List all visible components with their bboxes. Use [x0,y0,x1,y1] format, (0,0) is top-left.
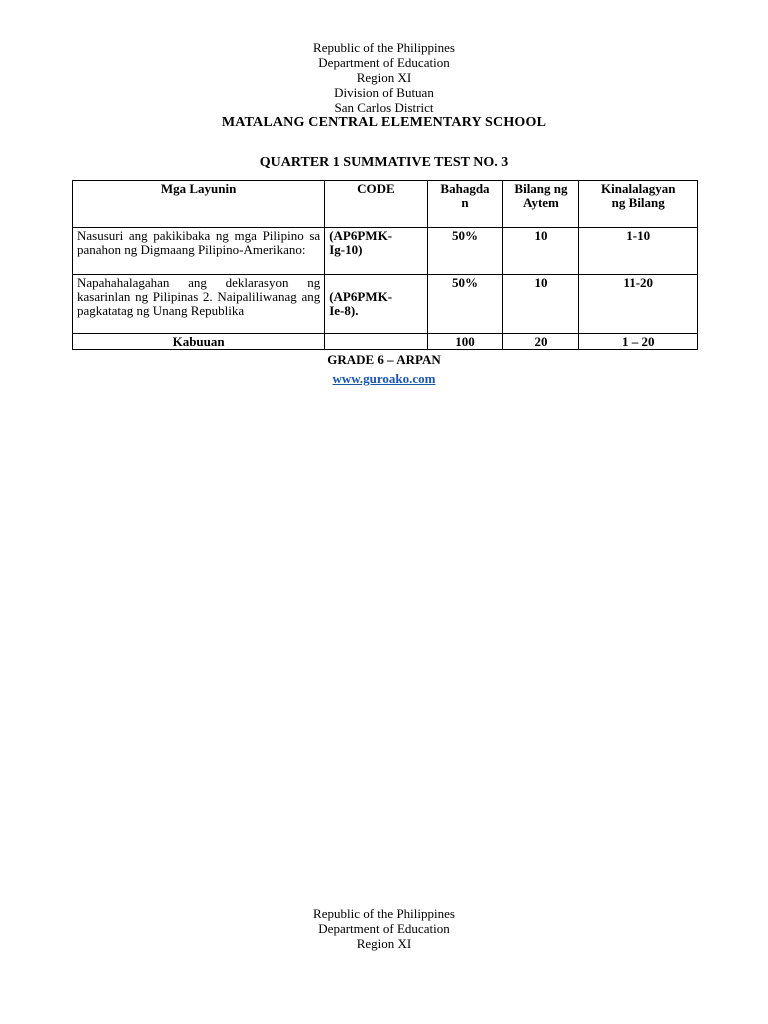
total-placement: 1 – 20 [579,334,698,350]
objective-cell: Napahahalagahan ang deklarasyon ng kasarinlan ng Pilipinas 2. Naipaliliwanag ang pagkatatag ng Unang Republika [73,275,325,334]
header-line-district: San Carlos District [334,100,434,115]
header-line-division: Division of Butuan [334,85,434,100]
header-objectives: Mga Layunin [73,181,325,228]
header-placement: Kinalalagyan ng Bilang [579,181,698,228]
document-header [0,40,768,115]
footer-line-region: Region XI [356,936,412,951]
percent-cell: 50% [427,228,503,275]
school-name: MATALANG CENTRAL ELEMENTARY SCHOOL [221,115,547,130]
percent-cell: 50% [427,275,503,334]
table-row [73,228,698,275]
test-title: QUARTER 1 SUMMATIVE TEST NO. 3 [259,155,509,170]
table-of-specifications [72,180,698,350]
link-wrapper [0,370,768,388]
footer-line-country: Republic of the Philippines [313,906,455,921]
header-line-department: Department of Education [318,55,450,70]
header-items: Bilang ng Aytem [503,181,579,228]
placement-cell: 11-20 [579,275,698,334]
page-2-header [0,906,768,951]
header-line-region: Region XI [356,70,412,85]
table-row [73,275,698,334]
header-code: CODE [325,181,427,228]
total-code [325,334,427,350]
placement-cell: 1-10 [579,228,698,275]
code-cell: (AP6PMK- Ig-10) [325,228,427,275]
total-items: 20 [503,334,579,350]
code-cell: (AP6PMK- Ie-8). [325,275,427,334]
header-line-country: Republic of the Philippines [313,40,455,55]
total-percent: 100 [427,334,503,350]
table-header-row [73,181,698,228]
items-cell: 10 [503,275,579,334]
footer-line-department: Department of Education [318,921,450,936]
grade-subject-line: GRADE 6 – ARPAN [327,352,441,367]
objective-cell: Nasusuri ang pakikibaka ng mga Pilipino sa panahon ng Digmaang Pilipino-Amerikano: [73,228,325,275]
total-row [73,334,698,350]
total-label: Kabuuan [73,334,325,350]
header-percent: Bahagda n [427,181,503,228]
items-cell: 10 [503,228,579,275]
website-link[interactable]: www.guroako.com [332,371,436,386]
